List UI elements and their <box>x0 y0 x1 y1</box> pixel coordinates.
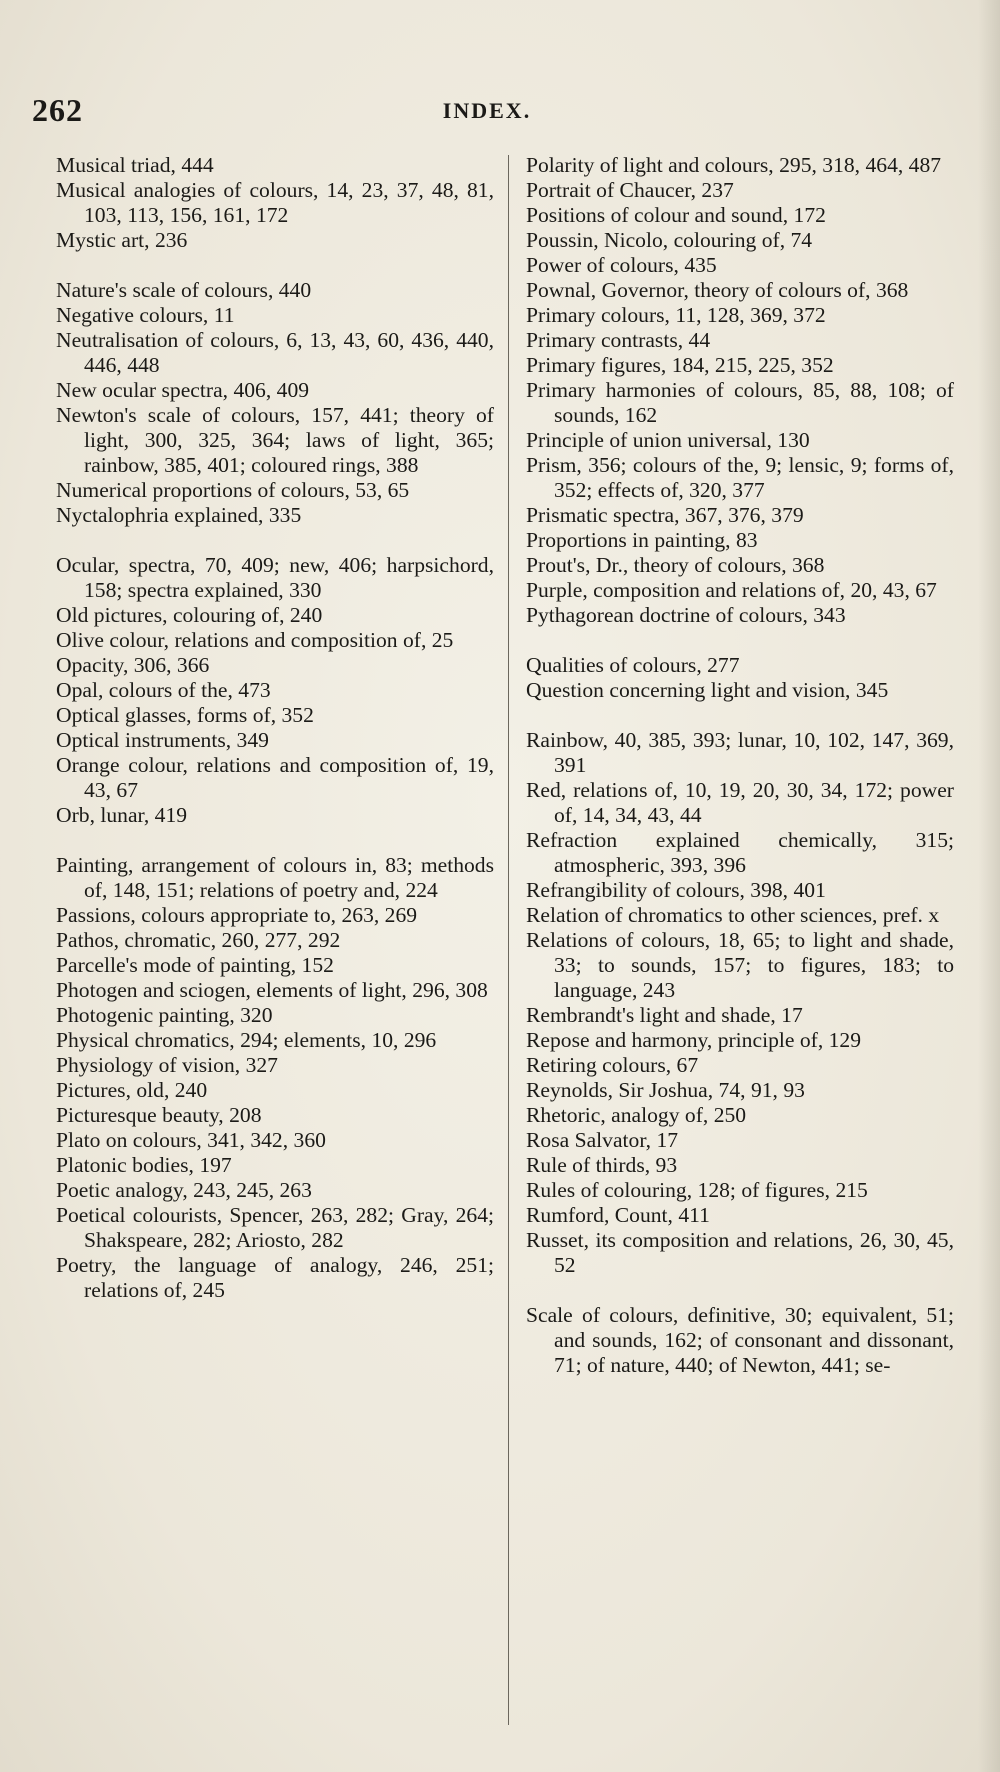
index-entry: Poetic analogy, 243, 245, 263 <box>56 1178 312 1202</box>
index-entry: Pythagorean doctrine of colours, 343 <box>526 603 846 627</box>
index-entry: Photogen and sciogen, elements of light, 296, 308 <box>56 978 488 1002</box>
index-entry: Power of colours, 435 <box>526 253 717 277</box>
index-entry: Negative colours, 11 <box>56 303 235 327</box>
index-entry: Nyctalophria explained, 335 <box>56 503 302 527</box>
index-entry: Prout's, Dr., theory of colours, 368 <box>526 553 825 577</box>
index-entry: Repose and harmony, principle of, 129 <box>526 1028 862 1052</box>
index-column-right <box>526 153 954 1378</box>
index-entry: Orange colour, relations and composition of, 19, 43, 67 <box>56 753 494 802</box>
index-entry: Musical analogies of colours, 14, 23, 37, 48, 81, 103, 113, 156, 161, 172 <box>56 178 494 227</box>
index-entry: Physiology of vision, 327 <box>56 1053 278 1077</box>
index-entry: Red, relations of, 10, 19, 20, 30, 34, 172; power of, 14, 34, 43, 44 <box>526 778 954 827</box>
index-entry: Primary harmonies of colours, 85, 88, 108; of sounds, 162 <box>526 378 954 427</box>
index-entry: Orb, lunar, 419 <box>56 803 188 827</box>
index-entry: Photogenic painting, 320 <box>56 1003 273 1027</box>
index-entry: Plato on colours, 341, 342, 360 <box>56 1128 326 1152</box>
index-entry: Numerical proportions of colours, 53, 65 <box>56 478 410 502</box>
running-title: INDEX. <box>442 98 532 123</box>
page-number: 262 <box>32 92 83 128</box>
index-entry: Opacity, 306, 366 <box>56 653 210 677</box>
index-entry: Portrait of Chaucer, 237 <box>526 178 734 202</box>
index-entry: Optical instruments, 349 <box>56 728 269 752</box>
index-entry: New ocular spectra, 406, 409 <box>56 378 310 402</box>
index-entry: Pathos, chromatic, 260, 277, 292 <box>56 928 341 952</box>
index-entry: Poetical colourists, Spencer, 263, 282; Gray, 264; Shakspeare, 282; Ariosto, 282 <box>56 1203 494 1252</box>
index-entry: Positions of colour and sound, 172 <box>526 203 826 227</box>
index-entry: Passions, colours appropriate to, 263, 269 <box>56 903 418 927</box>
index-entry: Retiring colours, 67 <box>526 1053 699 1077</box>
index-entry: Rainbow, 40, 385, 393; lunar, 10, 102, 147, 369, 391 <box>526 728 954 777</box>
index-entry: Russet, its composition and relations, 26, 30, 45, 52 <box>526 1228 954 1277</box>
index-column-left <box>56 153 494 1303</box>
index-entry: Primary colours, 11, 128, 369, 372 <box>526 303 826 327</box>
index-entry: Picturesque beauty, 208 <box>56 1103 262 1127</box>
index-entry: Platonic bodies, 197 <box>56 1153 232 1177</box>
index-entry: Pictures, old, 240 <box>56 1078 208 1102</box>
index-entry: Primary contrasts, 44 <box>526 328 711 352</box>
index-entry: Primary figures, 184, 215, 225, 352 <box>526 353 834 377</box>
index-entry: Rule of thirds, 93 <box>526 1153 678 1177</box>
index-entry: Rumford, Count, 411 <box>526 1203 710 1227</box>
page-header <box>32 92 942 132</box>
index-entry: Olive colour, relations and composition of, 25 <box>56 628 454 652</box>
index-entry: Principle of union universal, 130 <box>526 428 810 452</box>
index-entry: Mystic art, 236 <box>56 228 188 252</box>
index-entry: Refrangibility of colours, 398, 401 <box>526 878 826 902</box>
index-entry: Polarity of light and colours, 295, 318, 464, 487 <box>526 153 942 177</box>
index-entry: Prismatic spectra, 367, 376, 379 <box>526 503 804 527</box>
index-entry: Rosa Salvator, 17 <box>526 1128 679 1152</box>
index-entry: Nature's scale of colours, 440 <box>56 278 312 302</box>
index-entry: Qualities of colours, 277 <box>526 653 740 677</box>
index-entry: Rembrandt's light and shade, 17 <box>526 1003 803 1027</box>
index-entry: Rules of colouring, 128; of figures, 215 <box>526 1178 868 1202</box>
column-divider <box>508 155 509 1725</box>
index-entry: Purple, composition and relations of, 20, 43, 67 <box>526 578 937 602</box>
index-entry: Rhetoric, analogy of, 250 <box>526 1103 747 1127</box>
index-entry: Old pictures, colouring of, 240 <box>56 603 323 627</box>
index-entry: Newton's scale of colours, 157, 441; theory of light, 300, 325, 364; laws of light, 365; rainbow, 385, 401; coloured rings, 388 <box>56 403 494 477</box>
index-entry: Relation of chromatics to other sciences, pref. x <box>526 903 940 927</box>
index-entry: Physical chromatics, 294; elements, 10, 296 <box>56 1028 437 1052</box>
index-entry: Question concerning light and vision, 345 <box>526 678 889 702</box>
index-entry: Prism, 356; colours of the, 9; lensic, 9; forms of, 352; effects of, 320, 377 <box>526 453 954 502</box>
index-entry: Poussin, Nicolo, colouring of, 74 <box>526 228 813 252</box>
page-edge-shadow <box>978 0 1000 1772</box>
index-entry: Poetry, the language of analogy, 246, 251; relations of, 245 <box>56 1253 494 1302</box>
index-entry: Musical triad, 444 <box>56 153 214 177</box>
index-entry: Reynolds, Sir Joshua, 74, 91, 93 <box>526 1078 805 1102</box>
index-entry: Relations of colours, 18, 65; to light and shade, 33; to sounds, 157; to figures, 183; to language, 243 <box>526 928 954 1002</box>
index-entry: Refraction explained chemically, 315; atmospheric, 393, 396 <box>526 828 954 877</box>
index-entry: Pownal, Governor, theory of colours of, 368 <box>526 278 909 302</box>
index-entry: Painting, arrangement of colours in, 83; methods of, 148, 151; relations of poetry and, 224 <box>56 853 494 902</box>
index-entry: Scale of colours, definitive, 30; equivalent, 51; and sounds, 162; of consonant and dissonant, 71; of nature, 440; of Newton, 441; se- <box>526 1303 954 1377</box>
index-entry: Ocular, spectra, 70, 409; new, 406; harpsichord, 158; spectra explained, 330 <box>56 553 494 602</box>
index-entry: Parcelle's mode of painting, 152 <box>56 953 334 977</box>
index-entry: Optical glasses, forms of, 352 <box>56 703 314 727</box>
index-entry: Neutralisation of colours, 6, 13, 43, 60, 436, 440, 446, 448 <box>56 328 494 377</box>
index-entry: Opal, colours of the, 473 <box>56 678 271 702</box>
index-entry: Proportions in painting, 83 <box>526 528 758 552</box>
